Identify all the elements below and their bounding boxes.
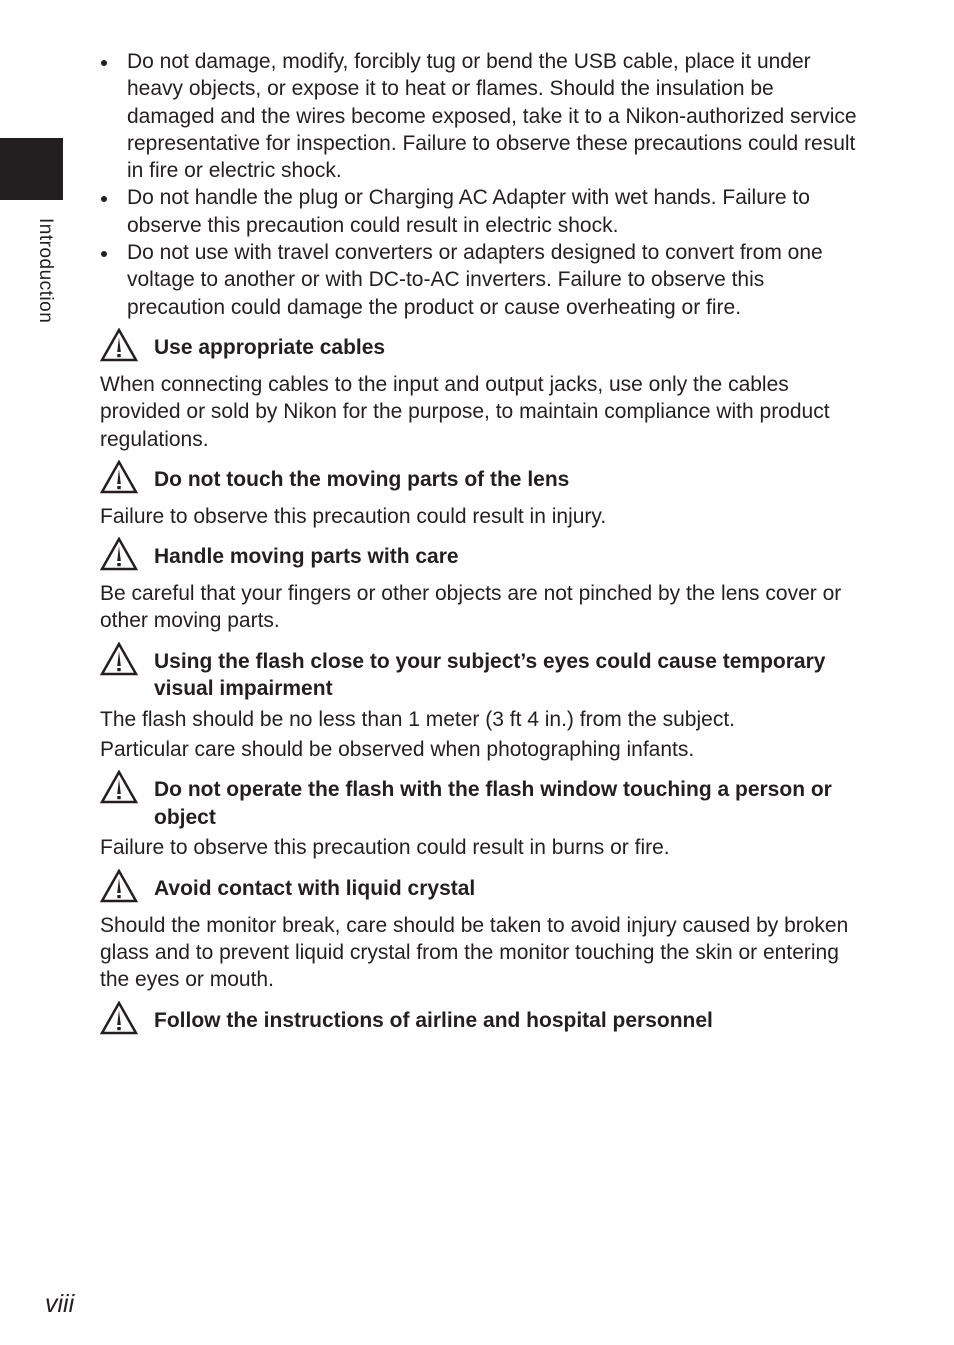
section-heading-text: Use appropriate cables	[154, 335, 386, 359]
warning-triangle-icon	[100, 642, 138, 676]
section-heading-text: Handle moving parts with care	[154, 545, 459, 569]
section-flash-window-touching	[100, 776, 860, 861]
warning-triangle-icon	[100, 869, 138, 903]
section-paragraph: Failure to observe this precaution could result in injury.	[100, 504, 607, 528]
section-handle-moving-parts	[100, 543, 860, 635]
bullet-text: Do not damage, modify, forcibly tug or bend the USB cable, place it under heavy objects, or expose it to heat or flames. Should the insulation be damaged and the wires become exposed, take it to a Nikon-authorized service representative for inspection. Failure to observe these precautions could result in fire or electric shock.	[127, 50, 857, 183]
section-body	[100, 834, 860, 861]
section-body	[100, 580, 860, 635]
section-heading-text: Avoid contact with liquid crystal	[154, 876, 476, 900]
bullet-dot-icon	[101, 251, 107, 257]
section-moving-parts-lens	[100, 466, 860, 530]
warning-triangle-icon	[100, 328, 138, 362]
section-heading	[100, 1007, 860, 1041]
section-body	[100, 912, 860, 994]
section-paragraph: When connecting cables to the input and output jacks, use only the cables provided or sold by Nikon for the purpose, to maintain compliance with product regulations.	[100, 372, 830, 451]
section-heading-text: Do not operate the flash with the flash window touching a person or object	[154, 778, 832, 829]
section-heading	[100, 875, 860, 909]
section-heading-text: Follow the instructions of airline and hospital personnel	[154, 1008, 713, 1032]
section-paragraph: Particular care should be observed when photographing infants.	[100, 738, 695, 762]
section-paragraph: Be careful that your fingers or other objects are not pinched by the lens cover or other moving parts.	[100, 582, 842, 633]
bullet-item	[100, 48, 860, 184]
chapter-tab	[0, 138, 63, 200]
page-number: viii	[45, 1290, 75, 1318]
section-paragraph: The flash should be no less than 1 meter (3 ft 4 in.) from the subject.	[100, 707, 735, 731]
precaution-bullet-list	[100, 48, 860, 321]
section-flash-eyes	[100, 648, 860, 764]
warning-triangle-icon	[100, 537, 138, 571]
bullet-item	[100, 184, 860, 239]
chapter-label: Introduction	[35, 218, 56, 324]
bullet-dot-icon	[101, 196, 107, 202]
bullet-item	[100, 239, 860, 321]
section-body	[100, 706, 860, 764]
warning-triangle-icon	[100, 1001, 138, 1035]
warning-triangle-icon	[100, 460, 138, 494]
section-heading-text: Using the flash close to your subject’s eyes could cause temporary visual impairment	[154, 649, 826, 701]
section-body	[100, 371, 860, 453]
section-heading-text: Do not touch the moving parts of the lens	[154, 467, 570, 491]
section-liquid-crystal	[100, 875, 860, 994]
section-heading	[100, 466, 860, 500]
page-content	[100, 48, 860, 1041]
bullet-dot-icon	[101, 60, 107, 66]
section-use-appropriate-cables	[100, 334, 860, 453]
section-airline-hospital	[100, 1007, 860, 1041]
section-paragraph: Failure to observe this precaution could result in burns or fire.	[100, 836, 670, 860]
section-heading	[100, 543, 860, 577]
bullet-text: Do not handle the plug or Charging AC Adapter with wet hands. Failure to observe this precaution could result in electric shock.	[127, 186, 810, 237]
bullet-text: Do not use with travel converters or adapters designed to convert from one voltage to another or with DC-to-AC inverters. Failure to observe this precaution could damage the product or cause overheating or fire.	[127, 241, 823, 319]
section-heading	[100, 334, 860, 368]
warning-triangle-icon	[100, 770, 138, 804]
section-heading	[100, 648, 860, 703]
section-body	[100, 503, 860, 530]
section-heading	[100, 776, 860, 831]
section-paragraph: Should the monitor break, care should be taken to avoid injury caused by broken glass and to prevent liquid crystal from the monitor touching the skin or entering the eyes or mouth.	[100, 913, 849, 992]
